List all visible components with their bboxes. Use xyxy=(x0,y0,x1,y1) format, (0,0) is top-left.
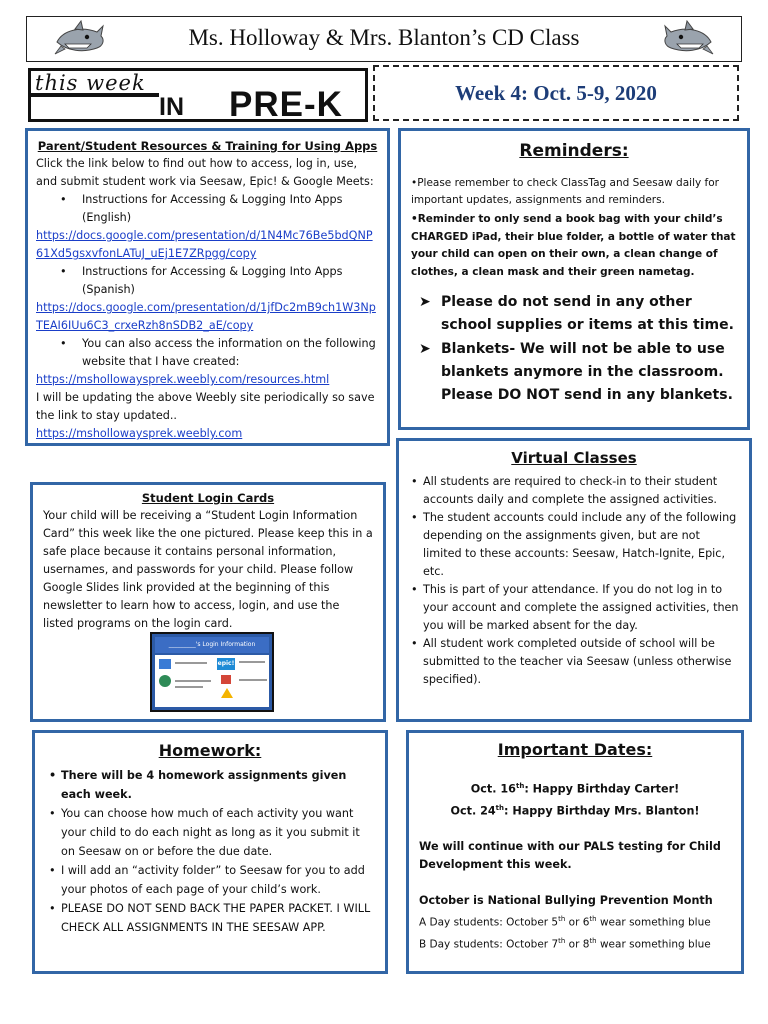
bullying-month-title: October is National Bullying Prevention Month xyxy=(419,894,713,908)
arrow-icon: ➤ xyxy=(419,341,431,357)
resources-update-note: I will be updating the above Weebly site periodically so save the link to stay updated.. xyxy=(36,391,375,422)
shark-icon xyxy=(661,20,715,58)
reminder-no-supplies xyxy=(411,291,737,337)
login-cards-body: Your child will be receiving a “Student Login Information Card” this week like the one pictured. Please keep this in a safe place because it contains personal information, usernames, and passwords for your child. Please follow Google Slides link provided at the beginning of this newsletter to learn how to access, login, and use the listed programs on the login card. xyxy=(43,509,373,630)
pals-testing-note: We will continue with our PALS testing for Child Development this week. xyxy=(419,840,721,872)
birthday-blanton: Oct. 24th: Happy Birthday Mrs. Blanton! xyxy=(450,803,700,818)
resources-section xyxy=(25,128,390,446)
login-cards-title: Student Login Cards xyxy=(141,491,275,505)
important-dates-title: Important Dates: xyxy=(497,740,653,759)
list-item: • The student accounts could include any of the following depending on the assignments given, but are not limited to these accounts: Seesaw, Hatch-Ignite, Epic, etc. xyxy=(409,509,739,581)
login-card-image xyxy=(150,632,274,712)
homework-title: Homework: xyxy=(158,741,262,760)
birthday-carter: Oct. 16th: Happy Birthday Carter! xyxy=(470,782,680,796)
list-item: • All student work completed outside of school will be submitted to the teacher via Seesaw (unless otherwise specified). xyxy=(409,635,739,689)
list-item: • Instructions for Accessing & Logging Into Apps (Spanish) xyxy=(36,263,379,299)
reminders-title: Reminders: xyxy=(519,141,629,161)
newsletter-header xyxy=(26,16,742,62)
drive-icon xyxy=(221,688,233,698)
banner-in: IN xyxy=(159,93,184,121)
banner-this-week: this week xyxy=(35,71,146,95)
list-item: • This is part of your attendance. If you do not log in to your account and complete the assigned activities, then you will be marked absent for the day. xyxy=(409,581,739,635)
virtual-classes-section xyxy=(396,438,752,722)
epic-icon: epic! xyxy=(217,658,235,670)
list-item: • Instructions for Accessing & Logging Into Apps (English) xyxy=(36,191,379,227)
list-item: • All students are required to check-in to their student accounts daily and complete the assigned activities. xyxy=(409,473,739,509)
reminder-bookbag: •Reminder to only send a book bag with your child’s CHARGED iPad, their blue folder, a bottle of water that your child can open on their own, a clean change of clothes, a clean mask and their green nametag. xyxy=(411,213,736,278)
reminder-no-supplies-text: Please do not send in any other school supplies or items at this time. xyxy=(441,294,734,333)
important-dates-section xyxy=(406,730,744,974)
spanish-instructions-link[interactable]: https://docs.google.com/presentation/d/1jfDc2mB9ch1W3NpTEAI6IUu6C3_crxeRzh8nSDB2_aE/copy xyxy=(36,301,376,332)
banner-prek: PRE-K xyxy=(229,85,343,124)
resources-intro: Click the link below to find out how to access, log in, use, and submit student work via Seesaw, Epic! & Google Meets: xyxy=(36,157,374,188)
reminder-blankets-text: Blankets- We will not be able to use blankets anymore in the classroom. Please DO NOT send in any blankets. xyxy=(441,341,733,403)
page-title: Ms. Holloway & Mrs. Blanton’s CD Class xyxy=(188,25,580,50)
this-week-banner xyxy=(28,68,368,122)
login-card-header: _________'s Login Information xyxy=(155,637,269,653)
virtual-classes-title: Virtual Classes xyxy=(511,449,637,467)
login-card-body xyxy=(155,655,269,707)
list-item: • There will be 4 homework assignments given each week. xyxy=(47,766,373,804)
week-label: Week 4: Oct. 5-9, 2020 xyxy=(455,81,657,105)
list-item: • You can also access the information on the following website that I have created: xyxy=(36,335,379,371)
list-item: • PLEASE DO NOT SEND BACK THE PAPER PACKET. I WILL CHECK ALL ASSIGNMENTS IN THE SEESAW APP. xyxy=(47,899,373,937)
list-item: • You can choose how much of each activity you want your child to do each night as long as it you submit it on Seesaw on or before the due date. xyxy=(47,804,373,861)
resources-title: Parent/Student Resources & Training for Using Apps xyxy=(37,139,378,153)
b-day-students: B Day students: October 7th or 8th wear something blue xyxy=(419,936,711,951)
seesaw-icon xyxy=(159,659,171,669)
homework-section xyxy=(32,730,388,974)
list-item: • I will add an “activity folder” to Seesaw for you to add your photos of each page of your child’s work. xyxy=(47,861,373,899)
english-instructions-link[interactable]: https://docs.google.com/presentation/d/1N4Mc76Be5bdQNP61Xd5gsxvfonLATuJ_uEj1E7ZRpgg/copy xyxy=(36,229,373,260)
meet-icon xyxy=(159,675,171,687)
reminder-blankets xyxy=(411,338,737,407)
weebly-home-link[interactable]: https://mshollowaysprek.weebly.com xyxy=(36,427,243,440)
reminder-checkdaily: •Please remember to check ClassTag and Seesaw daily for important updates, assignments and reminders. xyxy=(411,177,719,206)
reminders-section xyxy=(398,128,750,430)
arrow-icon: ➤ xyxy=(419,294,431,310)
gmail-icon xyxy=(221,675,231,684)
a-day-students: A Day students: October 5th or 6th wear something blue xyxy=(419,915,711,929)
weebly-resources-link[interactable]: https://mshollowaysprek.weebly.com/resources.html xyxy=(36,373,330,386)
week-box xyxy=(373,65,739,121)
